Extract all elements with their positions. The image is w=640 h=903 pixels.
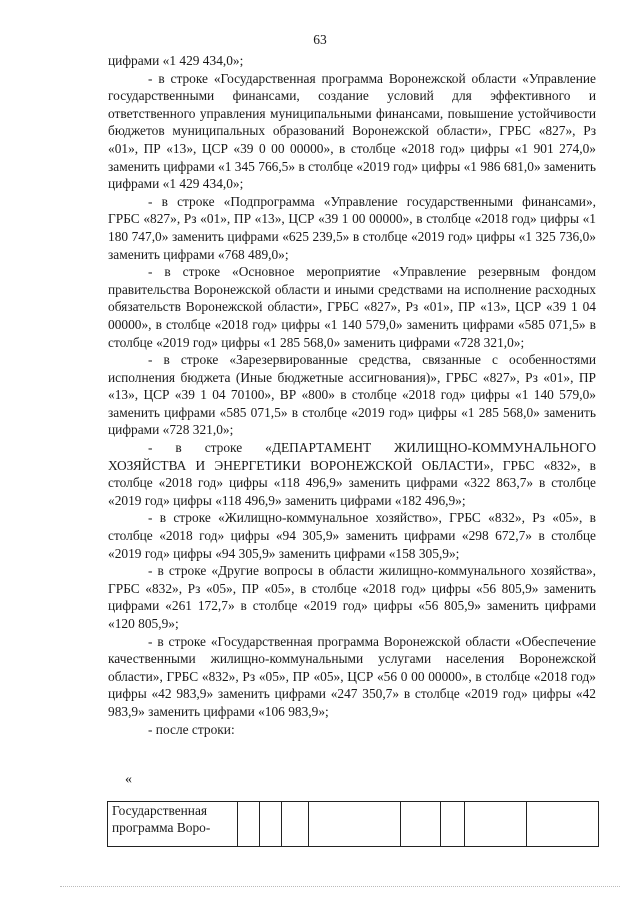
table-cell [527, 802, 599, 847]
paragraph: цифрами «1 429 434,0»; [108, 53, 244, 68]
table-row [108, 802, 599, 847]
paragraph: - в строке «Государственная программа Воронежской области «Управление государственными финансами, создание условий для эффективного и ответственного управления муниципальными финансами, повышение устойчивости бюджетов муниципальных образований Воронежской области», ГРБС «827», Рз «01», ПР «13», ЦСР «39 0 00 00000», в столбце «2018 год» цифры «1 901 274,0» заменить цифрами «1 345 766,5» в столбце «2019 год» цифры «1 986 681,0» заменить цифрами «1 429 434,0»; [108, 70, 596, 192]
paragraph: - в строке «ДЕПАРТАМЕНТ ЖИЛИЩНО-КОММУНАЛЬНОГО ХОЗЯЙСТВА И ЭНЕРГЕТИКИ ВОРОНЕЖСКОЙ ОБЛАСТИ», ГРБС «832», в столбце «2018 год» цифры «118 496,9» заменить цифрами «322 863,7» в столбце «2019 год» цифры «118 496,9» заменить цифрами «182 496,9»; [108, 440, 596, 508]
table-cell [441, 802, 465, 847]
paragraph: - в строке «Основное мероприятие «Управление резервным фондом правительства Воронежской области и иными средствами на исполнение расходных обязательств Воронежской области», ГРБС «827», Рз «01», ПР «13», ЦСР «39 1 04 00000», в столбце «2018 год» цифры «1 140 579,0» заменить цифрами «585 071,5» в столбце «2019 год» цифры «1 285 568,0» заменить цифрами «728 321,0»; [108, 264, 596, 350]
table-cell [465, 802, 527, 847]
paragraph: - в строке «Государственная программа Воронежской области «Обеспечение качественными жилищно-коммунальными услугами населения Воронежской области», ГРБС «832», Рз «05», ПР «05», ЦСР «56 0 00 00000», в столбце «2018 год» цифры «42 983,9» заменить цифрами «247 350,7» в столбце «2019 год» цифры «42 983,9» заменить цифрами «106 983,9»; [108, 633, 596, 719]
table-cell [309, 802, 401, 847]
paragraph: - в строке «Зарезервированные средства, связанные с особенностями исполнения бюджета (Иные бюджетные ассигнования)», ГРБС «827», Рз «01», ПР «13», ЦСР «39 1 04 70100», ВР «800» в столбце «2018 год» цифры «1 140 579,0» заменить цифрами «585 071,5» в столбце «2019 год» цифры «1 285 568,0» заменить цифрами «728 321,0»; [108, 352, 596, 438]
paragraph: - в строке «Другие вопросы в области жилищно-коммунального хозяйства», ГРБС «832», Рз «05», ПР «05», в столбце «2018 год» цифры «56 805,9» заменить цифрами «261 172,7» в столбце «2019 год» цифры «56 805,9» заменить цифрами «120 805,9»; [108, 563, 596, 631]
scan-edge-rule [60, 886, 620, 887]
document-body [108, 52, 596, 738]
table-cell [238, 802, 260, 847]
paragraph: - в строке «Подпрограмма «Управление государственными финансами», ГРБС «827», Рз «01», ПР «13», ЦСР «39 1 00 00000», в столбце «2018 год» цифры «1 180 747,0» заменить цифрами «625 239,5» в столбце «2019 год» цифры «1 325 736,0» заменить цифрами «768 489,0»; [108, 193, 596, 262]
table-cell [401, 802, 441, 847]
page-number: 63 [313, 32, 327, 47]
table-cell-name: Государственная программа Воро- [108, 802, 238, 847]
table-cell [260, 802, 282, 847]
budget-table [107, 801, 598, 847]
budget-table-grid [107, 801, 599, 847]
paragraph: - после строки: [148, 721, 235, 737]
table-cell [282, 802, 309, 847]
opening-quote-mark: « [125, 772, 132, 787]
paragraph: - в строке «Жилищно-коммунальное хозяйство», ГРБС «832», Рз «05», в столбце «2018 год» цифры «94 305,9» заменить цифрами «298 672,7» в столбце «2019 год» цифры «94 305,9» заменить цифрами «158 305,9»; [108, 510, 596, 561]
